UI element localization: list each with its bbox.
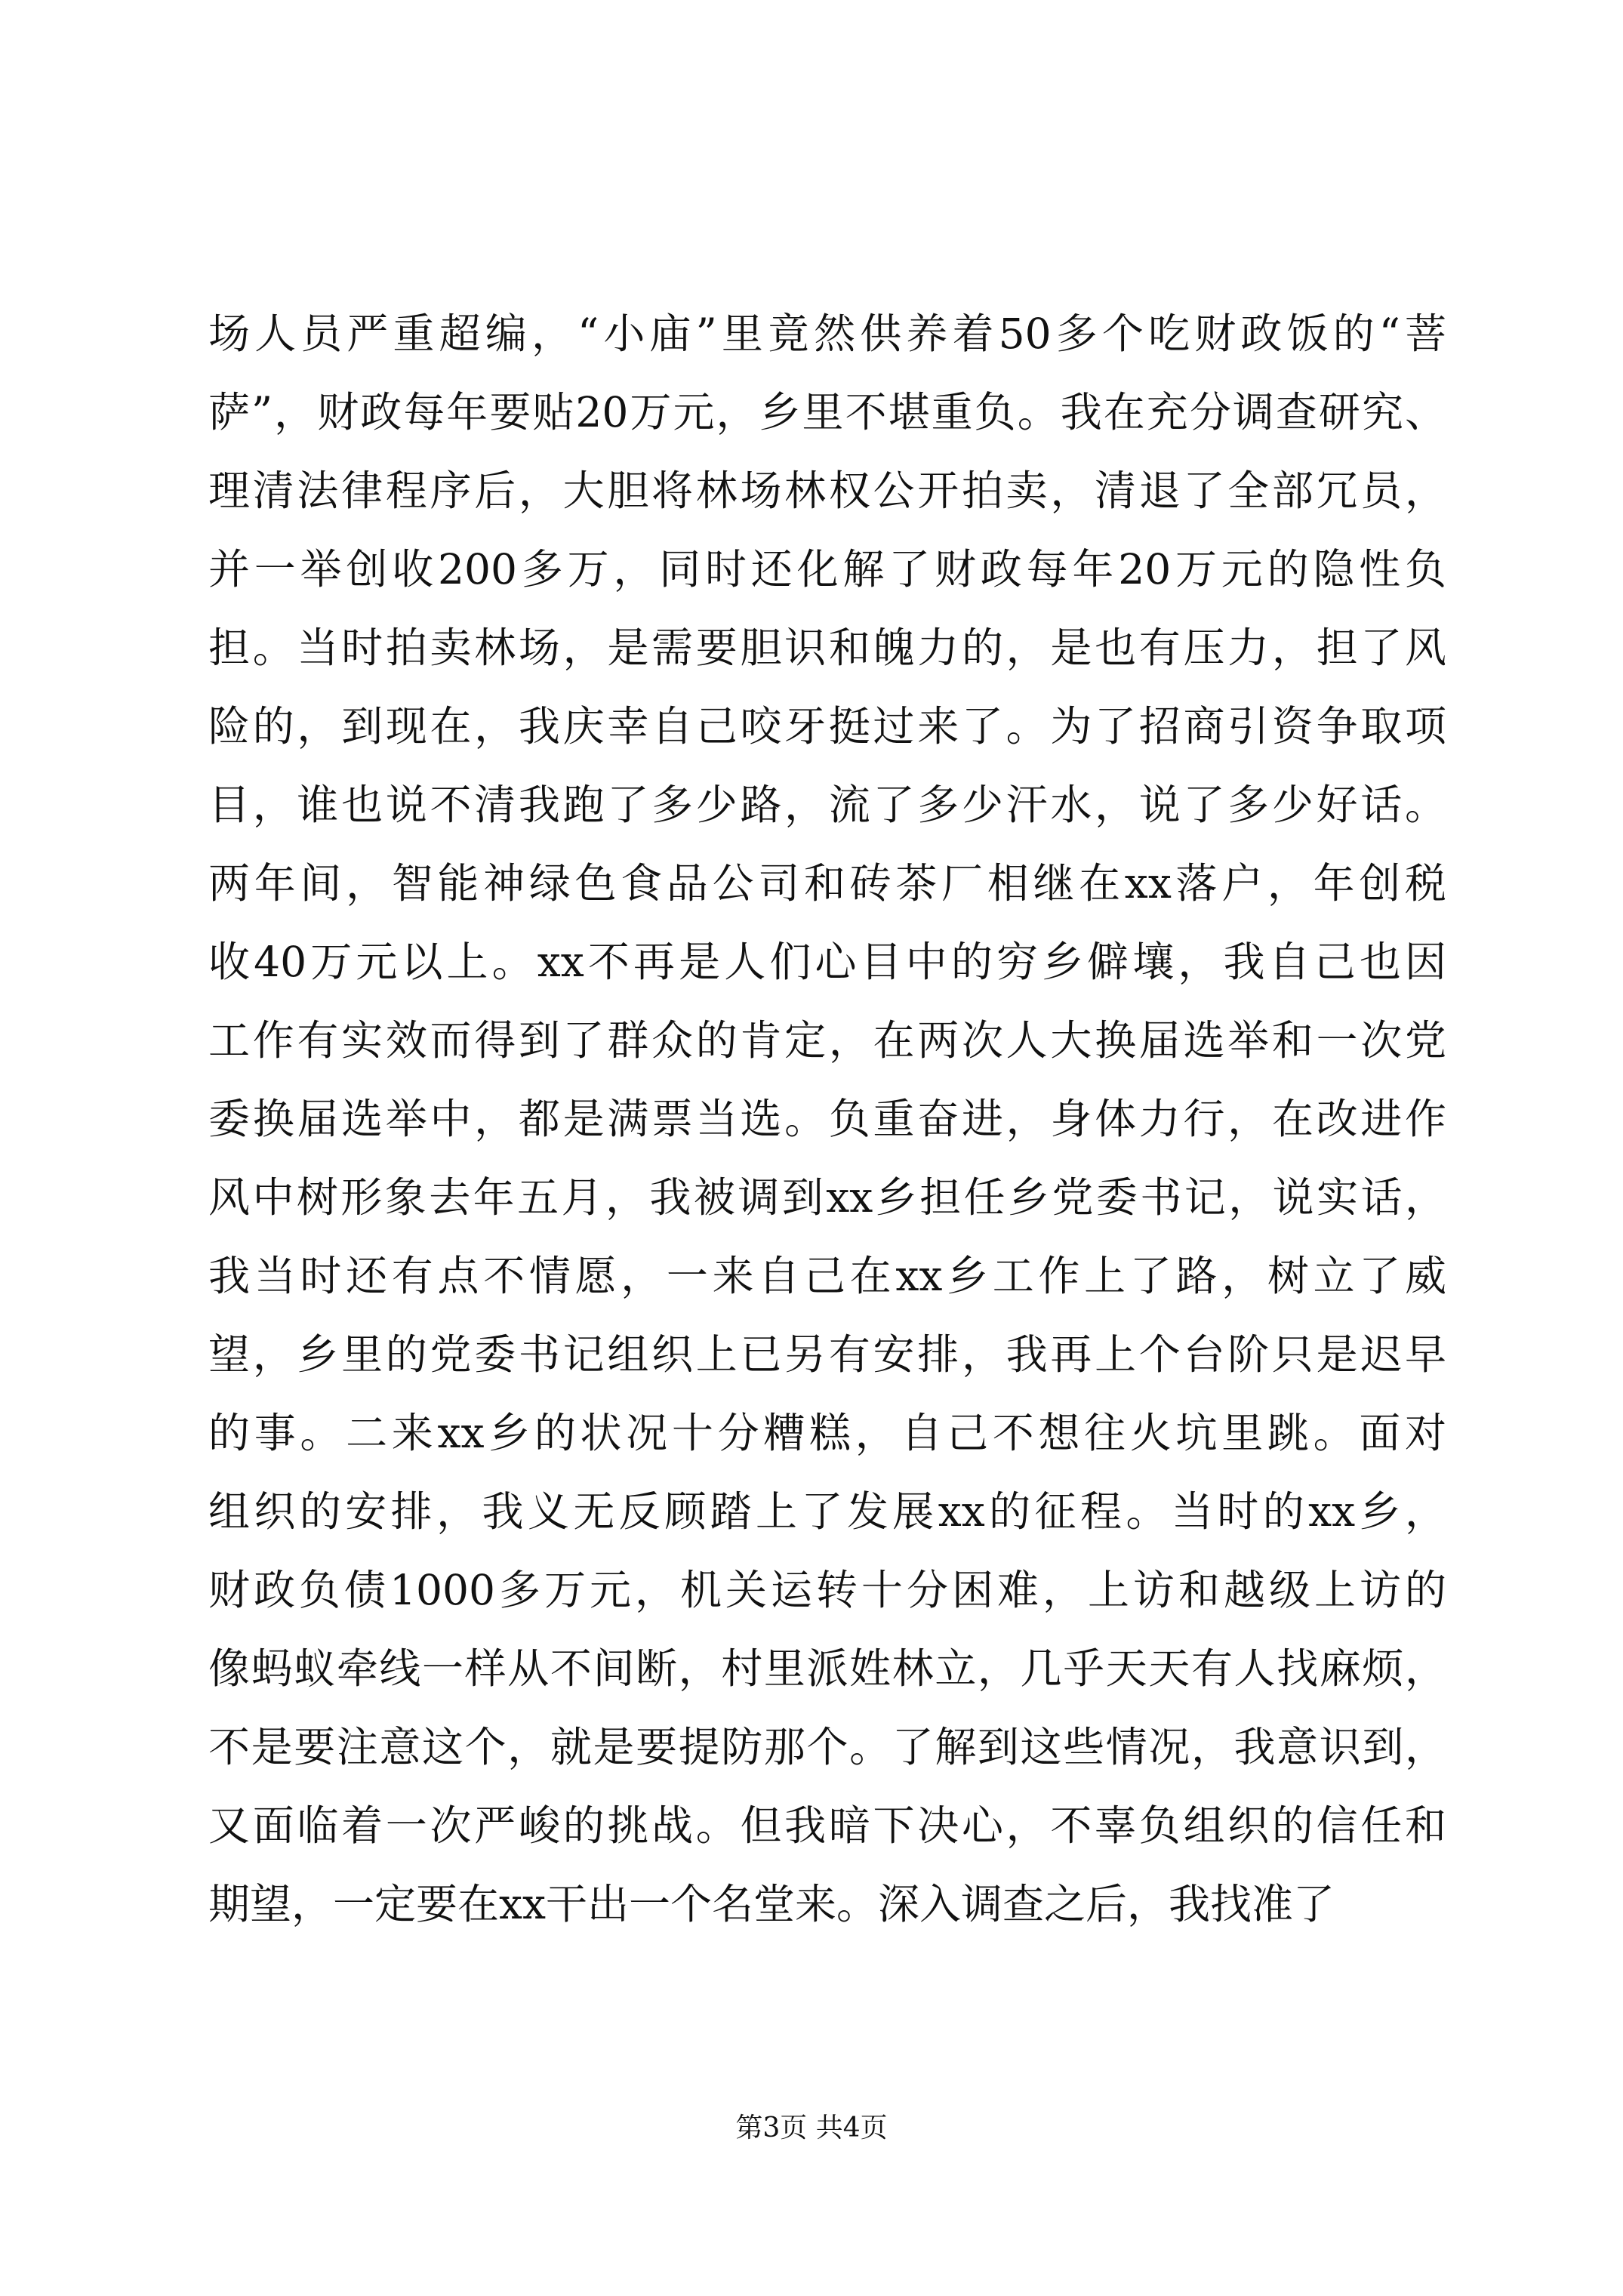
text-line: 的事。二来xx乡的状况十分糟糕，自己不想往火坑里跳。面对	[208, 1409, 1446, 1457]
text-line: 场人员严重超编，“小庙”里竟然供养着50多个吃财政饭的“菩	[208, 310, 1446, 358]
text-line: 财政负债1000多万元，机关运转十分困难，上访和越级上访的	[208, 1566, 1446, 1614]
text-line: 我当时还有点不情愿，一来自己在xx乡工作上了路，树立了威	[208, 1252, 1446, 1300]
text-line: 像蚂蚁牵线一样从不间断，村里派姓林立，几乎天天有人找麻烦，	[208, 1644, 1446, 1693]
text-line: 目，谁也说不清我跑了多少路，流了多少汗水，说了多少好话。	[208, 781, 1446, 829]
text-line: 工作有实效而得到了群众的肯定，在两次人大换届选举和一次党	[208, 1016, 1446, 1065]
text-line: 组织的安排，我义无反顾踏上了发展xx的征程。当时的xx乡，	[208, 1487, 1446, 1536]
text-line: 担。当时拍卖林场，是需要胆识和魄力的，是也有压力，担了风	[208, 624, 1446, 672]
page-footer: 第3页 共4页	[735, 2113, 888, 2143]
text-line: 收40万元以上。xx不再是人们心目中的穷乡僻壤，我自己也因	[208, 938, 1446, 986]
text-line: 望，乡里的党委书记组织上已另有安排，我再上个台阶只是迟早	[208, 1330, 1446, 1379]
text-line: 期望，一定要在xx干出一个名堂来。深入调查之后，我找准了	[208, 1880, 1335, 1928]
text-line: 又面临着一次严峻的挑战。但我暗下决心，不辜负组织的信任和	[208, 1801, 1446, 1850]
text-line: 并一举创收200多万，同时还化解了财政每年20万元的隐性负	[208, 545, 1446, 593]
text-line: 委换届选举中，都是满票当选。负重奋进，身体力行，在改进作	[208, 1095, 1446, 1143]
text-line: 风中树形象去年五月，我被调到xx乡担任乡党委书记，说实话，	[208, 1173, 1446, 1222]
text-line: 理清法律程序后，大胆将林场林权公开拍卖，清退了全部冗员，	[208, 467, 1446, 515]
text-line: 险的，到现在，我庆幸自己咬牙挺过来了。为了招商引资争取项	[208, 702, 1446, 750]
text-line: 两年间，智能神绿色食品公司和砖茶厂相继在xx落户，年创税	[208, 859, 1446, 908]
text-line: 不是要注意这个，就是要提防那个。了解到这些情况，我意识到，	[208, 1723, 1446, 1771]
body-text	[208, 294, 1446, 1943]
text-line: 萨”，财政每年要贴20万元，乡里不堪重负。我在充分调查研究、	[208, 388, 1446, 436]
